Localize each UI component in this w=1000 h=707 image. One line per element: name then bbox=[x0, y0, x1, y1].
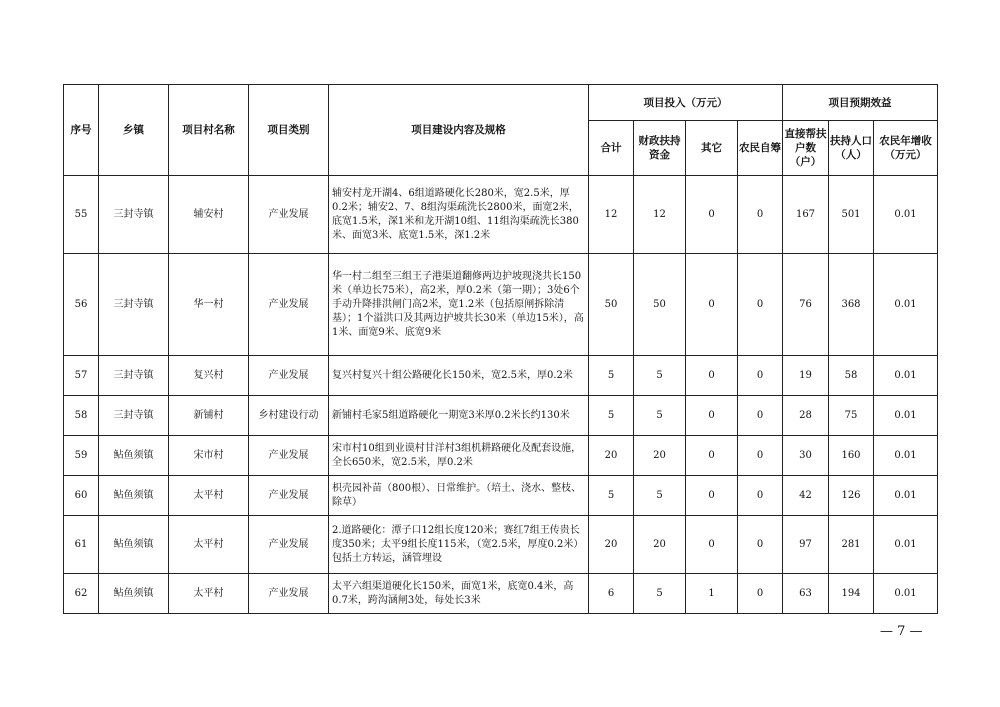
cell-income: 0.01 bbox=[874, 356, 938, 396]
header-content: 项目建设内容及规格 bbox=[329, 85, 589, 176]
cell-total: 5 bbox=[589, 396, 634, 436]
cell-total: 20 bbox=[589, 516, 634, 574]
cell-category: 产业发展 bbox=[249, 516, 329, 574]
cell-households: 97 bbox=[783, 516, 829, 574]
cell-no: 58 bbox=[64, 396, 99, 436]
cell-households: 19 bbox=[783, 356, 829, 396]
header-village: 项目村名称 bbox=[169, 85, 249, 176]
cell-content: 复兴村复兴十组公路硬化长150米，宽2.5米，厚0.2米 bbox=[329, 356, 589, 396]
cell-population: 368 bbox=[829, 254, 874, 356]
cell-total: 20 bbox=[589, 436, 634, 476]
table-row bbox=[64, 574, 938, 614]
cell-category: 乡村建设行动 bbox=[249, 396, 329, 436]
table-row bbox=[64, 356, 938, 396]
cell-other: 0 bbox=[686, 356, 738, 396]
header-population: 扶持人口（人） bbox=[829, 121, 874, 176]
cell-other: 0 bbox=[686, 516, 738, 574]
cell-category: 产业发展 bbox=[249, 356, 329, 396]
cell-content: 华一村二组至三组王子港渠道翻修两边护坡现浇共长150米（单边长75米），高2米，厚0.2米（第一期）；3处6个手动升降排洪闸门高2米，宽1.2米（包括原闸拆除清基）；1个溢洪口及其两边护坡共长30米（单边15米），高1米、面宽9米、底宽9米 bbox=[329, 254, 589, 356]
cell-fiscal: 5 bbox=[634, 476, 686, 516]
cell-farmer: 0 bbox=[738, 516, 783, 574]
cell-content: 2.道路硬化：潭子口12组长度120米；赛红7组王传贵长度350米；太平9组长度115米，（宽2.5米，厚度0.2米）包括土方转运，涵管埋设 bbox=[329, 516, 589, 574]
cell-households: 167 bbox=[783, 176, 829, 254]
header-benefit: 项目预期效益 bbox=[783, 85, 938, 121]
cell-population: 58 bbox=[829, 356, 874, 396]
cell-fiscal: 20 bbox=[634, 436, 686, 476]
cell-other: 0 bbox=[686, 436, 738, 476]
header-households: 直接帮扶户数（户） bbox=[783, 121, 829, 176]
cell-village: 太平村 bbox=[169, 476, 249, 516]
cell-fiscal: 20 bbox=[634, 516, 686, 574]
cell-no: 61 bbox=[64, 516, 99, 574]
cell-town: 三封寺镇 bbox=[99, 254, 169, 356]
cell-population: 160 bbox=[829, 436, 874, 476]
table-row bbox=[64, 476, 938, 516]
cell-fiscal: 5 bbox=[634, 396, 686, 436]
cell-no: 60 bbox=[64, 476, 99, 516]
cell-households: 42 bbox=[783, 476, 829, 516]
cell-income: 0.01 bbox=[874, 476, 938, 516]
header-fiscal: 财政扶持资金 bbox=[634, 121, 686, 176]
cell-fiscal: 5 bbox=[634, 356, 686, 396]
cell-town: 鲇鱼须镇 bbox=[99, 574, 169, 614]
cell-town: 三封寺镇 bbox=[99, 396, 169, 436]
cell-fiscal: 5 bbox=[634, 574, 686, 614]
cell-population: 126 bbox=[829, 476, 874, 516]
header-other: 其它 bbox=[686, 121, 738, 176]
header-no: 序号 bbox=[64, 85, 99, 176]
cell-farmer: 0 bbox=[738, 436, 783, 476]
cell-no: 62 bbox=[64, 574, 99, 614]
cell-no: 59 bbox=[64, 436, 99, 476]
cell-income: 0.01 bbox=[874, 574, 938, 614]
cell-town: 三封寺镇 bbox=[99, 356, 169, 396]
cell-farmer: 0 bbox=[738, 476, 783, 516]
cell-town: 三封寺镇 bbox=[99, 176, 169, 254]
table-row bbox=[64, 254, 938, 356]
cell-category: 产业发展 bbox=[249, 176, 329, 254]
cell-income: 0.01 bbox=[874, 254, 938, 356]
cell-population: 194 bbox=[829, 574, 874, 614]
cell-content: 辅安村龙开湖4、6组道路硬化长280米，宽2.5米，厚0.2米；辅安2、7、8组沟渠疏洗长2800米，面宽2米，底宽1.5米，深1米和龙开湖10组、11组沟渠疏洗长380米、面宽3米、底宽1.5米，深1.2米 bbox=[329, 176, 589, 254]
cell-total: 5 bbox=[589, 356, 634, 396]
cell-village: 太平村 bbox=[169, 574, 249, 614]
cell-population: 281 bbox=[829, 516, 874, 574]
cell-village: 华一村 bbox=[169, 254, 249, 356]
cell-population: 501 bbox=[829, 176, 874, 254]
header-income: 农民年增收（万元） bbox=[874, 121, 938, 176]
cell-no: 56 bbox=[64, 254, 99, 356]
cell-content: 太平六组渠道硬化长150米，面宽1米，底宽0.4米，高0.7米，跨沟涵闸3处，每处长3米 bbox=[329, 574, 589, 614]
cell-content: 枳壳园补苗（800根）、日常维护。（培土、浇水、整枝、除草） bbox=[329, 476, 589, 516]
cell-total: 5 bbox=[589, 476, 634, 516]
cell-fiscal: 50 bbox=[634, 254, 686, 356]
header-farmer: 农民自筹 bbox=[738, 121, 783, 176]
cell-farmer: 0 bbox=[738, 254, 783, 356]
cell-other: 0 bbox=[686, 396, 738, 436]
cell-farmer: 0 bbox=[738, 574, 783, 614]
cell-village: 复兴村 bbox=[169, 356, 249, 396]
cell-no: 55 bbox=[64, 176, 99, 254]
cell-income: 0.01 bbox=[874, 436, 938, 476]
cell-income: 0.01 bbox=[874, 516, 938, 574]
cell-village: 太平村 bbox=[169, 516, 249, 574]
table-row bbox=[64, 176, 938, 254]
cell-category: 产业发展 bbox=[249, 254, 329, 356]
header-investment: 项目投入（万元） bbox=[589, 85, 783, 121]
cell-no: 57 bbox=[64, 356, 99, 396]
cell-total: 12 bbox=[589, 176, 634, 254]
cell-village: 宋市村 bbox=[169, 436, 249, 476]
cell-population: 75 bbox=[829, 396, 874, 436]
cell-households: 63 bbox=[783, 574, 829, 614]
cell-farmer: 0 bbox=[738, 356, 783, 396]
cell-other: 0 bbox=[686, 176, 738, 254]
cell-village: 新铺村 bbox=[169, 396, 249, 436]
cell-households: 30 bbox=[783, 436, 829, 476]
table-row bbox=[64, 516, 938, 574]
cell-farmer: 0 bbox=[738, 176, 783, 254]
table-row bbox=[64, 396, 938, 436]
cell-village: 辅安村 bbox=[169, 176, 249, 254]
cell-total: 6 bbox=[589, 574, 634, 614]
cell-households: 28 bbox=[783, 396, 829, 436]
cell-other: 0 bbox=[686, 254, 738, 356]
page-number: — 7 — bbox=[880, 624, 923, 639]
header-category: 项目类别 bbox=[249, 85, 329, 176]
cell-other: 0 bbox=[686, 476, 738, 516]
cell-town: 鲇鱼须镇 bbox=[99, 516, 169, 574]
table-row bbox=[64, 436, 938, 476]
project-table bbox=[63, 84, 938, 614]
cell-farmer: 0 bbox=[738, 396, 783, 436]
cell-income: 0.01 bbox=[874, 396, 938, 436]
cell-other: 1 bbox=[686, 574, 738, 614]
cell-households: 76 bbox=[783, 254, 829, 356]
header-total: 合计 bbox=[589, 121, 634, 176]
cell-category: 产业发展 bbox=[249, 476, 329, 516]
cell-town: 鲇鱼须镇 bbox=[99, 436, 169, 476]
cell-fiscal: 12 bbox=[634, 176, 686, 254]
cell-category: 产业发展 bbox=[249, 436, 329, 476]
cell-content: 新铺村毛家5组道路硬化一期宽3米厚0.2米长约130米 bbox=[329, 396, 589, 436]
cell-town: 鲇鱼须镇 bbox=[99, 476, 169, 516]
cell-total: 50 bbox=[589, 254, 634, 356]
cell-category: 产业发展 bbox=[249, 574, 329, 614]
header-town: 乡镇 bbox=[99, 85, 169, 176]
cell-content: 宋市村10组到业谟村甘洋村3组机耕路硬化及配套设施，全长650米，宽2.5米，厚0.2米 bbox=[329, 436, 589, 476]
cell-income: 0.01 bbox=[874, 176, 938, 254]
